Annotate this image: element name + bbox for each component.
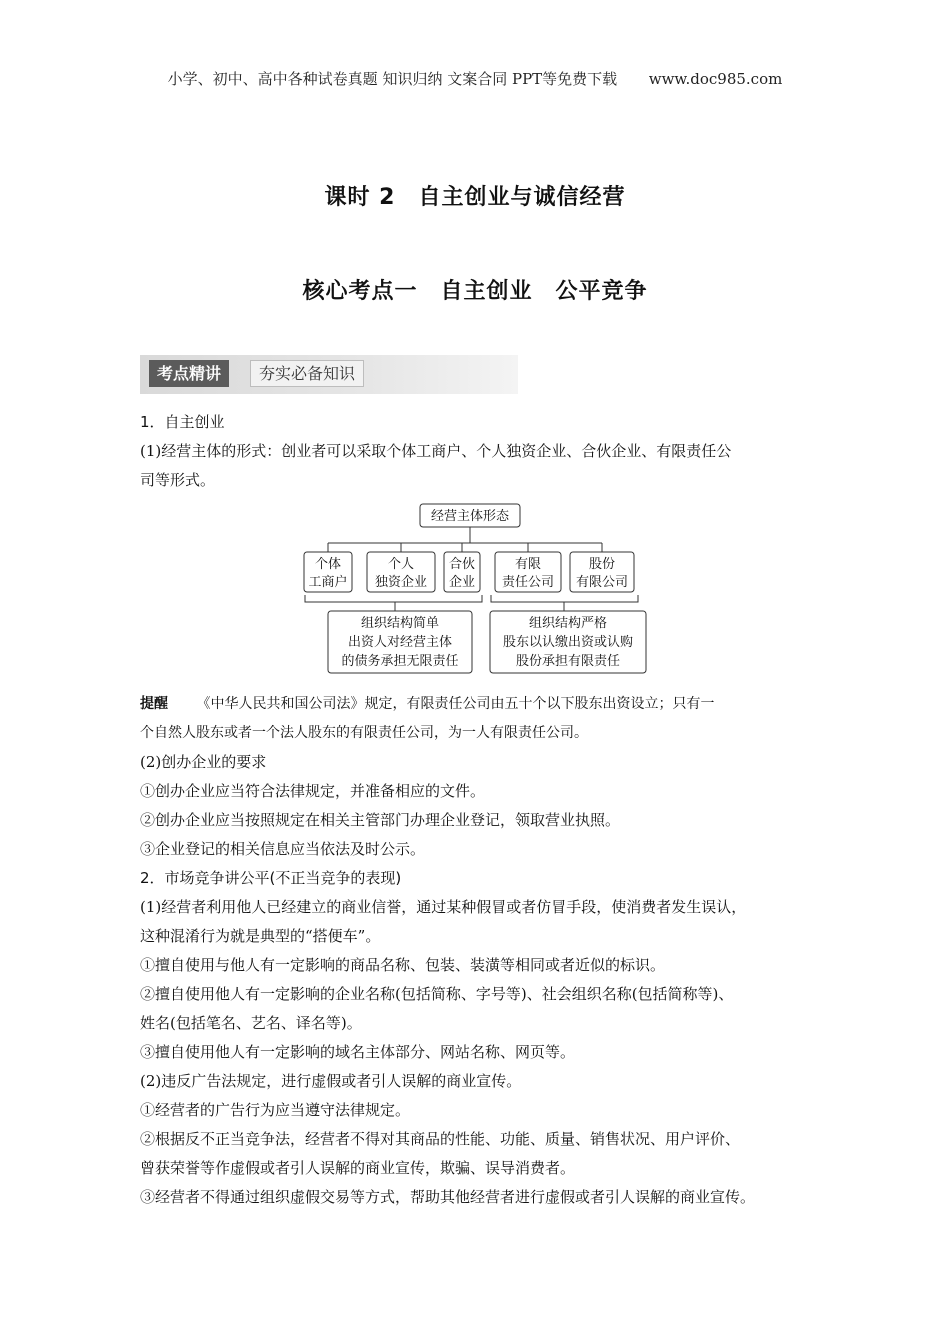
diagram-right-desc-line: 组织结构严格 bbox=[528, 616, 608, 631]
section-banner bbox=[140, 355, 518, 394]
diagram-node bbox=[570, 552, 634, 592]
diagram-left-desc-line: 出资人对经营主体 bbox=[347, 635, 453, 650]
header-site-link[interactable]: www.doc985.com bbox=[648, 70, 783, 88]
part2-a2-line2: 姓名(包括笔名、艺名、译名等)。 bbox=[140, 1014, 362, 1032]
diagram-node-line1: 有限 bbox=[514, 557, 542, 572]
tip-line1: 《中华人民共和国公司法》规定，有限责任公司由五十个以下股东出资设立；只有一 bbox=[196, 696, 715, 712]
diagram-node-line1: 合伙 bbox=[448, 557, 476, 572]
part2-item1-line2: 这种混淆行为就是典型的“搭便车”。 bbox=[140, 927, 381, 945]
part2-a2-line1: ②擅自使用他人有一定影响的企业名称(包括简称、字号等)、社会组织名称(包括简称等)、 bbox=[140, 985, 734, 1003]
part1-item2: (2)创办企业的要求 bbox=[140, 753, 267, 771]
diagram-node-line2: 独资企业 bbox=[374, 575, 428, 590]
lesson-title: 课时 2 自主创业与诚信经营 bbox=[324, 185, 626, 210]
tip-line2: 个自然人股东或者一个法人股东的有限责任公司，为一人有限责任公司。 bbox=[140, 725, 588, 741]
tip-label: 提醒 bbox=[140, 696, 168, 712]
diagram-node-line2: 企业 bbox=[448, 575, 476, 590]
diagram-right-desc-line: 股份承担有限责任 bbox=[515, 654, 621, 669]
diagram-root-label: 经营主体形态 bbox=[430, 509, 510, 524]
diagram-right-desc-line: 股东以认缴出资或认购 bbox=[502, 635, 634, 650]
part2-heading: 2．市场竞争讲公平(不正当竞争的表现) bbox=[140, 869, 402, 887]
part2-item2: (2)违反广告法规定，进行虚假或者引人误解的商业宣传。 bbox=[140, 1072, 522, 1090]
part1-req-3: ③企业登记的相关信息应当依法及时公示。 bbox=[140, 840, 426, 858]
part2-b2-line2: 曾获荣誉等作虚假或者引人误解的商业宣传，欺骗、误导消费者。 bbox=[140, 1159, 576, 1177]
business-entity-diagram bbox=[300, 500, 650, 680]
part2-a3: ③擅自使用他人有一定影响的域名主体部分、网站名称、网页等。 bbox=[140, 1043, 576, 1061]
part1-item1-line1: (1)经营主体的形式：创业者可以采取个体工商户、个人独资企业、合伙企业、有限责任公 bbox=[140, 442, 732, 460]
diagram-right-desc bbox=[490, 611, 646, 673]
part2-item1-line1: (1)经营者利用他人已经建立的商业信誉，通过某种假冒或者仿冒手段，使消费者发生误认， bbox=[140, 898, 747, 916]
section-title: 核心考点一 自主创业 公平竞争 bbox=[302, 279, 648, 304]
header-banner-text: 小学、初中、高中各种试卷真题 知识归纳 文案合同 PPT等免费下载 bbox=[167, 70, 618, 88]
banner-tag: 考点精讲 bbox=[149, 360, 229, 387]
part1-intro bbox=[140, 408, 820, 495]
part1-item1-line2: 司等形式。 bbox=[140, 471, 216, 489]
diagram-node bbox=[495, 552, 561, 592]
part1-req-2: ②创办企业应当按照规定在相关主管部门办理企业登记，领取营业执照。 bbox=[140, 811, 621, 829]
diagram-node-line1: 个体 bbox=[314, 557, 342, 572]
part1-requirements bbox=[140, 748, 820, 1212]
diagram-left-desc-line: 的债务承担无限责任 bbox=[341, 654, 459, 669]
part2-b2-line1: ②根据反不正当竞争法，经营者不得对其商品的性能、功能、质量、销售状况、用户评价、 bbox=[140, 1130, 741, 1148]
banner-subtitle: 夯实必备知识 bbox=[250, 360, 364, 387]
diagram-left-desc-line: 组织结构简单 bbox=[360, 616, 440, 631]
header-banner bbox=[0, 68, 950, 89]
diagram-node-line2: 工商户 bbox=[308, 575, 348, 590]
part2-a1: ①擅自使用与他人有一定影响的商品名称、包装、装潢等相同或者近似的标识。 bbox=[140, 956, 666, 974]
diagram-left-desc bbox=[328, 611, 472, 673]
diagram-node-line2: 责任公司 bbox=[501, 575, 555, 590]
diagram-root bbox=[420, 504, 520, 527]
diagram-node bbox=[367, 552, 435, 592]
diagram-node bbox=[304, 552, 352, 592]
diagram-node-line1: 股份 bbox=[588, 557, 616, 572]
part1-heading: 1．自主创业 bbox=[140, 413, 225, 431]
diagram-node-line1: 个人 bbox=[387, 557, 415, 572]
tip-block bbox=[140, 690, 820, 748]
part1-req-1: ①创办企业应当符合法律规定，并准备相应的文件。 bbox=[140, 782, 486, 800]
diagram-svg bbox=[300, 500, 650, 680]
part2-b1: ①经营者的广告行为应当遵守法律规定。 bbox=[140, 1101, 411, 1119]
diagram-node-line2: 有限公司 bbox=[575, 575, 629, 590]
diagram-node bbox=[444, 552, 480, 592]
part2-b3: ③经营者不得通过组织虚假交易等方式，帮助其他经营者进行虚假或者引人误解的商业宣传。 bbox=[140, 1188, 756, 1206]
